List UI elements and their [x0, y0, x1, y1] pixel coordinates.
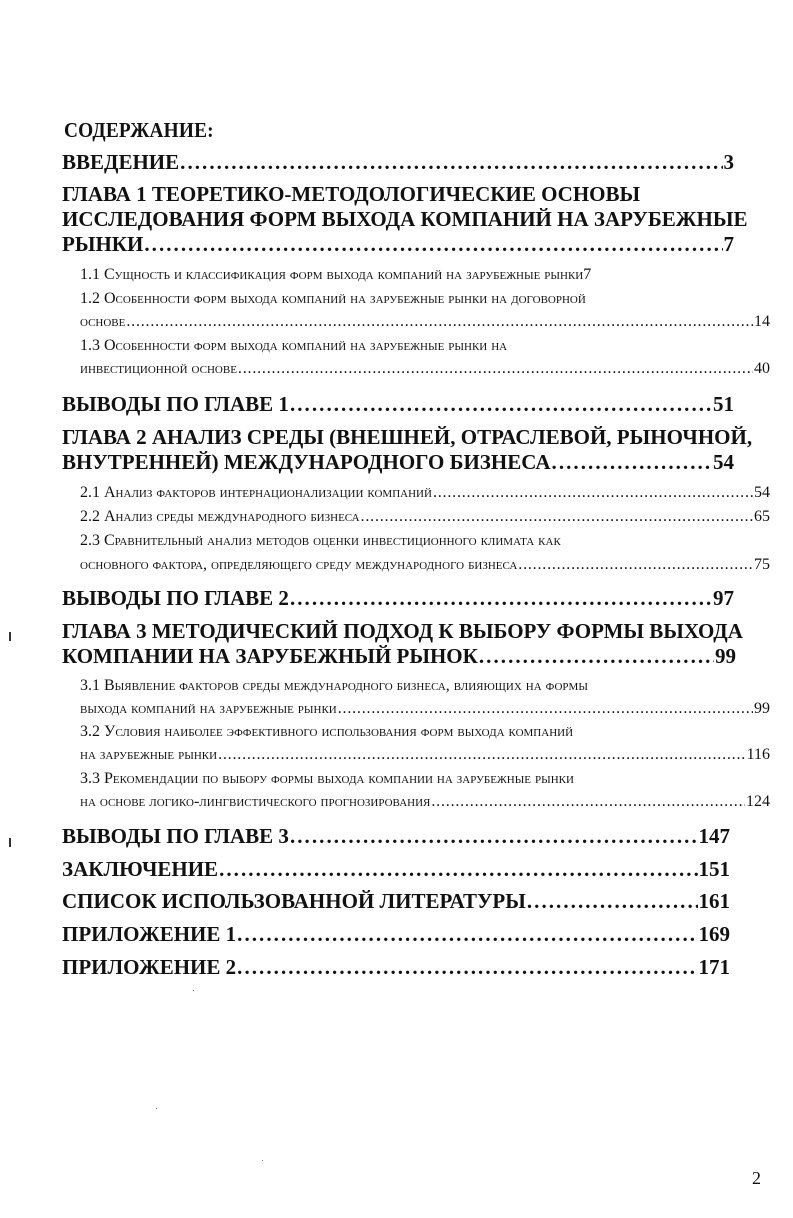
leader-dots — [180, 150, 722, 175]
scan-mark — [9, 838, 11, 847]
scan-speck — [156, 1108, 157, 1109]
toc-entry-page: 51 — [713, 392, 734, 416]
toc-entry-page: 124 — [746, 793, 770, 810]
toc-entry-section-3-2[interactable] — [80, 746, 770, 764]
toc-entry-section-1-1[interactable] — [80, 266, 770, 284]
toc-entry-label: на зарубежные рынки — [80, 746, 218, 763]
toc-entry-label: ВВЕДЕНИЕ — [62, 150, 180, 174]
toc-entry-page: 75 — [754, 556, 770, 573]
toc-entry-page: 54 — [713, 450, 734, 474]
leader-dots — [552, 450, 712, 475]
toc-entry-section-1-3[interactable] — [80, 360, 770, 378]
toc-entry-section-2-1[interactable] — [80, 484, 770, 502]
leader-dots — [237, 955, 697, 980]
toc-entry-section-3-1[interactable] — [80, 700, 770, 718]
chapter-2-heading-line1[interactable]: ГЛАВА 2 АНАЛИЗ СРЕДЫ (ВНЕШНЕЙ, ОТРАСЛЕВОЙ, РЫНОЧНОЙ, — [62, 425, 753, 449]
toc-entry-conclusions-1[interactable] — [62, 392, 734, 417]
toc-entry-label: 2.2 Анализ среды международного бизнеса — [80, 508, 360, 525]
toc-entry-label: ВЫВОДЫ ПО ГЛАВЕ 1 — [62, 392, 289, 416]
section-2-3-line1[interactable]: 2.3 Сравнительный анализ методов оценки инвестиционного климата как — [80, 532, 561, 549]
toc-entry-page: 40 — [754, 360, 770, 377]
scan-speck — [193, 990, 194, 991]
toc-entry-label: КОМПАНИИ НА ЗАРУБЕЖНЫЙ РЫНОК — [62, 644, 478, 668]
toc-entry-section-2-2[interactable] — [80, 508, 770, 526]
toc-entry-section-2-3[interactable] — [80, 556, 770, 574]
toc-entry-chapter-3[interactable] — [62, 644, 736, 669]
toc-entry-page: 99 — [754, 700, 770, 717]
toc-entry-appendix-1[interactable] — [62, 922, 730, 947]
leader-dots — [518, 556, 753, 574]
toc-entry-label: инвестиционной основе — [80, 360, 237, 377]
toc-entry-label: ПРИЛОЖЕНИЕ 1 — [62, 922, 237, 946]
toc-entry-section-3-3[interactable] — [80, 793, 770, 811]
leader-dots — [527, 889, 698, 914]
toc-entry-label: ВЫВОДЫ ПО ГЛАВЕ 2 — [62, 586, 289, 610]
section-3-1-line1[interactable]: 3.1 Выявление факторов среды международного бизнеса, влияющих на формы — [80, 677, 588, 694]
toc-title: СОДЕРЖАНИЕ: — [64, 118, 214, 142]
toc-entry-page: 147 — [698, 824, 730, 848]
toc-entry-page: 161 — [698, 889, 730, 913]
toc-entry-page: 99 — [715, 644, 736, 668]
chapter-3-heading-line1[interactable]: ГЛАВА 3 МЕТОДИЧЕСКИЙ ПОДХОД К ВЫБОРУ ФОРМЫ ВЫХОДА — [62, 619, 743, 643]
toc-entry-label: РЫНКИ — [62, 232, 144, 256]
toc-entry-label: выхода компаний на зарубежные рынки — [80, 700, 337, 717]
toc-entry-conclusions-3[interactable] — [62, 824, 730, 849]
section-3-2-line1[interactable]: 3.2 Условия наиболее эффективного использования форм выхода компаний — [80, 723, 574, 740]
toc-entry-conclusion[interactable] — [62, 857, 730, 882]
page-number: 2 — [752, 1168, 761, 1188]
toc-entry-label: 2.1 Анализ факторов интернационализации компаний — [80, 484, 432, 501]
toc-entry-page: 151 — [698, 857, 730, 881]
toc-entry-page: 169 — [698, 922, 730, 946]
toc-entry-intro[interactable] — [62, 150, 734, 175]
leader-dots — [361, 508, 753, 526]
toc-entry-page: 54 — [754, 484, 770, 501]
section-3-3-line1[interactable]: 3.3 Рекомендации по выбору формы выхода компании на зарубежные рынки — [80, 770, 574, 787]
toc-entry-page: 65 — [754, 508, 770, 525]
toc-entry-chapter-1[interactable] — [62, 232, 734, 257]
section-1-3-line1[interactable]: 1.3 Особенности форм выхода компаний на зарубежные рынки на — [80, 337, 508, 354]
toc-entry-label: ВНУТРЕННЕЙ) МЕЖДУНАРОДНОГО БИЗНЕСА — [62, 450, 551, 474]
section-1-2-line1[interactable]: 1.2 Особенности форм выхода компаний на зарубежные рынки на договорной — [80, 290, 586, 307]
leader-dots — [479, 644, 714, 669]
toc-entry-conclusions-2[interactable] — [62, 586, 734, 611]
toc-entry-label: ВЫВОДЫ ПО ГЛАВЕ 3 — [62, 824, 289, 848]
toc-entry-label: на основе логико-лингвистического прогнозирования — [80, 793, 431, 810]
toc-entry-section-1-2[interactable] — [80, 313, 770, 331]
toc-entry-page: 116 — [746, 746, 770, 763]
toc-entry-page: 171 — [698, 955, 730, 979]
leader-dots — [238, 360, 753, 378]
toc-entry-page: 97 — [713, 586, 734, 610]
leader-dots — [218, 746, 746, 764]
toc-entry-page: 7 — [723, 232, 734, 256]
toc-entry-appendix-2[interactable] — [62, 955, 730, 980]
toc-entry-label: 1.1 Сущность и классификация форм выхода компаний на зарубежные рынки — [80, 266, 584, 283]
leader-dots — [433, 484, 753, 502]
toc-entry-references[interactable] — [62, 889, 730, 914]
toc-entry-page: 3 — [723, 150, 734, 174]
scan-mark — [9, 632, 11, 641]
leader-dots — [219, 857, 697, 882]
toc-entry-page: 7 — [583, 266, 592, 283]
leader-dots — [290, 824, 698, 849]
leader-dots — [144, 232, 722, 257]
leader-dots — [290, 586, 712, 611]
toc-entry-label: основного фактора, определяющего среду международного бизнеса — [80, 556, 518, 573]
toc-entry-label: СПИСОК ИСПОЛЬЗОВАННОЙ ЛИТЕРАТУРЫ — [62, 889, 526, 913]
chapter-1-heading-line1[interactable]: ГЛАВА 1 ТЕОРЕТИКО-МЕТОДОЛОГИЧЕСКИЕ ОСНОВЫ — [62, 182, 641, 206]
toc-entry-label: ПРИЛОЖЕНИЕ 2 — [62, 955, 237, 979]
leader-dots — [126, 313, 753, 331]
toc-entry-page: 14 — [754, 313, 770, 330]
toc-entry-label: основе — [80, 313, 126, 330]
leader-dots — [338, 700, 753, 718]
leader-dots — [431, 793, 745, 811]
toc-entry-chapter-2[interactable] — [62, 450, 734, 475]
scan-speck — [262, 1160, 263, 1161]
toc-entry-label: ЗАКЛЮЧЕНИЕ — [62, 857, 219, 881]
chapter-1-heading-line2[interactable]: ИССЛЕДОВАНИЯ ФОРМ ВЫХОДА КОМПАНИЙ НА ЗАРУБЕЖНЫЕ — [62, 207, 748, 231]
leader-dots — [290, 392, 712, 417]
leader-dots — [237, 922, 697, 947]
